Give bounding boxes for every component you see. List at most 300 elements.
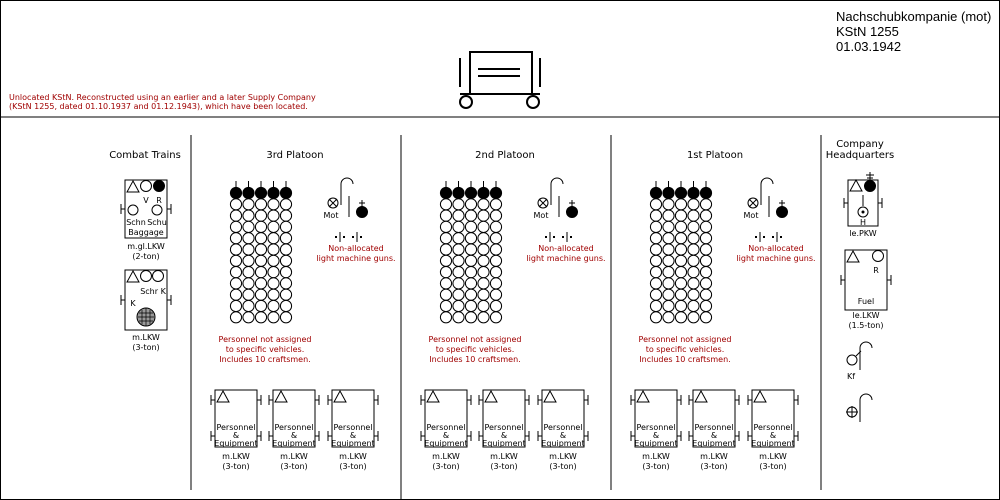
personnel-marker: [255, 244, 266, 255]
personnel-marker: [700, 278, 711, 289]
personnel-marker: [255, 289, 266, 300]
personnel-marker: [490, 278, 501, 289]
platoon-3: [631, 150, 816, 471]
personnel-marker: [663, 199, 674, 210]
lmg-dot: [360, 236, 362, 238]
nco-marker: [650, 187, 661, 198]
truck-caption: (3-ton): [280, 462, 308, 471]
personnel-truck-1: [211, 390, 261, 471]
nco-marker: [675, 187, 686, 198]
nco-marker: [478, 187, 489, 198]
personnel-marker: [453, 289, 464, 300]
personnel-marker: [230, 267, 241, 278]
truck-caption: m.LKW: [700, 452, 728, 461]
personnel-marker: [688, 210, 699, 221]
truck-caption: (3-ton): [490, 462, 518, 471]
personnel-marker: [243, 289, 254, 300]
personnel-marker: [453, 312, 464, 323]
personnel-marker: [663, 267, 674, 278]
personnel-truck-1: [421, 390, 471, 471]
personnel-marker: [268, 267, 279, 278]
truck-label: Personnel: [753, 423, 793, 432]
personnel-marker: [268, 289, 279, 300]
personnel-marker: [255, 267, 266, 278]
nco-marker: [440, 187, 451, 198]
combat-trains-vehicle-2: [121, 270, 171, 330]
personnel-marker: [268, 300, 279, 311]
lmg-dot: [763, 236, 765, 238]
personnel-marker: [230, 244, 241, 255]
personnel-marker: [478, 255, 489, 266]
svg-text:K: K: [130, 299, 136, 308]
platoon-title: 1st Platoon: [686, 150, 744, 161]
personnel-marker: [453, 210, 464, 221]
personnel-marker: [490, 255, 501, 266]
personnel-marker: [675, 221, 686, 232]
nco-marker: [255, 187, 266, 198]
mg-note: Non-allocated: [748, 244, 804, 253]
personnel-marker: [230, 312, 241, 323]
personnel-marker: [465, 244, 476, 255]
nco-marker: [465, 187, 476, 198]
lmg-dot: [352, 236, 354, 238]
personnel-marker: [465, 210, 476, 221]
personnel-marker: [478, 312, 489, 323]
personnel-marker: [688, 255, 699, 266]
nco-marker: [453, 187, 464, 198]
officer-marker: [357, 207, 368, 218]
personnel-marker: [700, 233, 711, 244]
personnel-marker: [490, 312, 501, 323]
personnel-marker: [663, 244, 674, 255]
truck-label: Personnel: [274, 423, 314, 432]
personnel-marker: [478, 221, 489, 232]
personnel-marker: [478, 267, 489, 278]
personnel-marker: [490, 289, 501, 300]
lmg-dot: [562, 236, 564, 238]
personnel-marker: [440, 221, 451, 232]
personnel-marker: [255, 312, 266, 323]
combat-trains-vehicle-1-tonnage: (2-ton): [132, 252, 160, 261]
personnel-note: Includes 10 craftsmen.: [429, 355, 521, 364]
lmg-dot: [772, 236, 774, 238]
officer-marker: [777, 207, 788, 218]
mg-note: Non-allocated: [328, 244, 384, 253]
personnel-note: Personnel not assigned: [638, 335, 732, 344]
combat-trains-vehicle-2-caption: m.LKW: [132, 333, 160, 342]
personnel-marker: [243, 255, 254, 266]
personnel-marker: [440, 267, 451, 278]
personnel-marker: [478, 233, 489, 244]
personnel-marker: [650, 244, 661, 255]
combat-trains-vehicle-2-tonnage: (3-ton): [132, 343, 160, 352]
kstn-date: 01.03.1942: [836, 39, 902, 54]
pennant-staff: [551, 178, 563, 205]
personnel-marker: [650, 221, 661, 232]
personnel-marker: [243, 221, 254, 232]
lmg-dot: [570, 236, 572, 238]
svg-text:V: V: [143, 196, 149, 205]
personnel-marker: [440, 312, 451, 323]
personnel-truck-3: [328, 390, 378, 471]
truck-label: Personnel: [636, 423, 676, 432]
personnel-marker: [675, 233, 686, 244]
platoon-1: [211, 150, 396, 471]
truck-label: Personnel: [543, 423, 583, 432]
kstn-number: KStN 1255: [836, 24, 899, 39]
personnel-marker: [465, 289, 476, 300]
supply-company-symbol: [460, 52, 540, 108]
hq-car-caption: le.PKW: [849, 229, 877, 238]
personnel-marker: [490, 233, 501, 244]
lmg-dot: [343, 236, 345, 238]
personnel-truck-2: [689, 390, 739, 471]
personnel-marker: [280, 300, 291, 311]
personnel-marker: [663, 210, 674, 221]
truck-caption: m.LKW: [549, 452, 577, 461]
personnel-marker: [688, 199, 699, 210]
personnel-marker: [440, 233, 451, 244]
personnel-marker: [243, 267, 254, 278]
personnel-truck-3: [748, 390, 798, 471]
platoons-layer: [211, 150, 816, 471]
personnel-note: Personnel not assigned: [428, 335, 522, 344]
personnel-note: to specific vehicles.: [645, 345, 725, 354]
pennant-staff: [341, 178, 353, 205]
truck-label: Equipment: [424, 439, 468, 448]
personnel-marker: [465, 221, 476, 232]
personnel-marker: [465, 267, 476, 278]
truck-label: Equipment: [541, 439, 585, 448]
personnel-marker: [255, 233, 266, 244]
personnel-truck-2: [479, 390, 529, 471]
pennant-staff: [761, 178, 773, 205]
combat-trains-vehicle-1-caption: m.gl.LKW: [127, 242, 165, 251]
personnel-marker: [230, 199, 241, 210]
personnel-marker: [478, 289, 489, 300]
lmg-symbols: [755, 232, 782, 242]
svg-text:R: R: [873, 266, 879, 275]
truck-caption: (3-ton): [222, 462, 250, 471]
personnel-marker: [663, 221, 674, 232]
personnel-marker: [243, 278, 254, 289]
lmg-symbols: [335, 232, 362, 242]
truck-caption: (3-ton): [759, 462, 787, 471]
svg-text:Kf: Kf: [846, 372, 856, 381]
truck-label: &: [652, 431, 660, 440]
truck-caption: m.LKW: [280, 452, 308, 461]
lmg-dot: [780, 236, 782, 238]
personnel-truck-3: [538, 390, 588, 471]
personnel-marker: [688, 300, 699, 311]
personnel-marker: [243, 233, 254, 244]
personnel-marker: [268, 244, 279, 255]
truck-label: &: [232, 431, 240, 440]
truck-label: Equipment: [214, 439, 258, 448]
personnel-marker: [478, 244, 489, 255]
truck-label: Personnel: [216, 423, 256, 432]
personnel-marker: [280, 233, 291, 244]
nco-marker: [230, 187, 241, 198]
personnel-marker: [243, 300, 254, 311]
personnel-marker: [650, 300, 661, 311]
personnel-marker: [453, 255, 464, 266]
personnel-marker: [230, 289, 241, 300]
personnel-note: Includes 10 craftsmen.: [639, 355, 731, 364]
personnel-marker: [453, 199, 464, 210]
personnel-marker: [268, 233, 279, 244]
personnel-marker: [478, 300, 489, 311]
personnel-marker: [280, 255, 291, 266]
svg-text:R: R: [156, 196, 162, 205]
personnel-marker: [700, 221, 711, 232]
truck-label: &: [559, 431, 567, 440]
nco-marker: [268, 187, 279, 198]
truck-label: Equipment: [331, 439, 375, 448]
personnel-marker: [700, 289, 711, 300]
personnel-marker: [675, 244, 686, 255]
lmg-symbols: [545, 232, 572, 242]
personnel-marker: [453, 278, 464, 289]
personnel-marker: [280, 199, 291, 210]
personnel-marker: [700, 255, 711, 266]
hq-motorcycle-messenger-symbol: [847, 342, 872, 381]
officer-marker: [567, 207, 578, 218]
personnel-note: Includes 10 craftsmen.: [219, 355, 311, 364]
mg-note: light machine guns.: [526, 254, 606, 263]
personnel-marker: [268, 221, 279, 232]
personnel-marker: [230, 233, 241, 244]
personnel-marker: [243, 312, 254, 323]
personnel-note: to specific vehicles.: [225, 345, 305, 354]
personnel-marker: [440, 244, 451, 255]
nco-marker: [700, 187, 711, 198]
personnel-marker: [490, 244, 501, 255]
personnel-marker: [255, 221, 266, 232]
personnel-marker: [688, 233, 699, 244]
personnel-marker: [700, 300, 711, 311]
personnel-marker: [675, 199, 686, 210]
truck-caption: (3-ton): [700, 462, 728, 471]
hq-title-line-2: Headquarters: [825, 150, 895, 161]
personnel-marker: [490, 199, 501, 210]
mg-note: Non-allocated: [538, 244, 594, 253]
personnel-marker: [688, 289, 699, 300]
personnel-marker: [478, 199, 489, 210]
mot-label: Mot: [743, 211, 759, 220]
personnel-marker: [255, 300, 266, 311]
personnel-marker: [663, 233, 674, 244]
personnel-marker: [268, 255, 279, 266]
personnel-marker: [465, 255, 476, 266]
hq-fuel-truck-caption: le.LKW: [852, 311, 880, 320]
platoon-title: 3rd Platoon: [266, 150, 324, 161]
truck-caption: m.LKW: [432, 452, 460, 461]
personnel-marker: [255, 210, 266, 221]
mg-note: light machine guns.: [316, 254, 396, 263]
personnel-marker: [700, 244, 711, 255]
personnel-marker: [675, 289, 686, 300]
truck-caption: m.LKW: [490, 452, 518, 461]
truck-caption: (3-ton): [642, 462, 670, 471]
personnel-marker: [268, 312, 279, 323]
personnel-marker: [440, 255, 451, 266]
personnel-marker: [268, 210, 279, 221]
truck-caption: m.LKW: [222, 452, 250, 461]
truck-caption: m.LKW: [642, 452, 670, 461]
nco-marker: [688, 187, 699, 198]
personnel-marker: [280, 278, 291, 289]
personnel-truck-2: [269, 390, 319, 471]
nco-marker: [280, 187, 291, 198]
personnel-marker: [243, 210, 254, 221]
personnel-marker: [230, 278, 241, 289]
personnel-marker: [663, 278, 674, 289]
personnel-marker: [700, 267, 711, 278]
personnel-marker: [255, 278, 266, 289]
hq-fuel-truck: [841, 250, 891, 310]
combat-trains-vehicle-1: [121, 180, 171, 238]
nco-marker: [663, 187, 674, 198]
truck-label: &: [290, 431, 298, 440]
personnel-marker: [688, 278, 699, 289]
personnel-marker: [675, 267, 686, 278]
personnel-marker: [465, 233, 476, 244]
personnel-grid: [650, 181, 711, 323]
personnel-marker: [650, 267, 661, 278]
personnel-truck-1: [631, 390, 681, 471]
unit-name: Nachschubkompanie (mot): [836, 9, 992, 24]
personnel-marker: [280, 289, 291, 300]
personnel-marker: [700, 199, 711, 210]
mot-label: Mot: [533, 211, 549, 220]
personnel-marker: [440, 300, 451, 311]
truck-label: &: [500, 431, 508, 440]
personnel-marker: [453, 221, 464, 232]
personnel-marker: [255, 255, 266, 266]
lmg-dot: [755, 236, 757, 238]
truck-label: &: [349, 431, 357, 440]
personnel-marker: [465, 300, 476, 311]
personnel-marker: [663, 289, 674, 300]
personnel-marker: [280, 244, 291, 255]
personnel-marker: [490, 210, 501, 221]
truck-label: Personnel: [333, 423, 373, 432]
truck-label: Personnel: [694, 423, 734, 432]
truck-label: &: [442, 431, 450, 440]
personnel-marker: [465, 278, 476, 289]
personnel-marker: [688, 244, 699, 255]
hq-car: [844, 172, 882, 227]
personnel-marker: [280, 312, 291, 323]
truck-caption: (3-ton): [549, 462, 577, 471]
personnel-marker: [230, 221, 241, 232]
platoon-2: [421, 150, 606, 471]
svg-text:Schr K: Schr K: [140, 287, 166, 296]
personnel-marker: [453, 233, 464, 244]
personnel-marker: [650, 289, 661, 300]
personnel-marker: [675, 312, 686, 323]
personnel-grid: [230, 181, 291, 323]
personnel-marker: [650, 210, 661, 221]
personnel-marker: [663, 312, 674, 323]
personnel-marker: [478, 210, 489, 221]
combat-trains-title: Combat Trains: [109, 150, 181, 161]
svg-text:Schn: Schn: [126, 218, 146, 227]
personnel-marker: [440, 289, 451, 300]
personnel-marker: [280, 221, 291, 232]
truck-caption: m.LKW: [339, 452, 367, 461]
svg-text:Baggage: Baggage: [128, 228, 164, 237]
lmg-dot: [335, 236, 337, 238]
svg-text:Fuel: Fuel: [857, 297, 875, 306]
truck-label: Equipment: [272, 439, 316, 448]
personnel-marker: [490, 300, 501, 311]
personnel-marker: [453, 244, 464, 255]
personnel-marker: [650, 255, 661, 266]
personnel-marker: [700, 210, 711, 221]
truck-label: Equipment: [692, 439, 736, 448]
personnel-marker: [688, 312, 699, 323]
personnel-marker: [650, 233, 661, 244]
reconstruction-note-line-2: (KStN 1255, dated 01.10.1937 and 01.12.1943), which have been located.: [9, 102, 308, 111]
reconstruction-note-line-1: Unlocated KStN. Reconstructed using an earlier and a later Supply Company: [9, 93, 316, 102]
personnel-marker: [700, 312, 711, 323]
truck-label: Personnel: [426, 423, 466, 432]
personnel-marker: [675, 255, 686, 266]
personnel-marker: [243, 244, 254, 255]
svg-text:H: H: [859, 218, 867, 227]
personnel-marker: [440, 199, 451, 210]
nco-marker: [243, 187, 254, 198]
truck-label: Equipment: [751, 439, 795, 448]
personnel-marker: [453, 300, 464, 311]
personnel-marker: [440, 278, 451, 289]
truck-label: Equipment: [634, 439, 678, 448]
truck-caption: m.LKW: [759, 452, 787, 461]
personnel-marker: [268, 278, 279, 289]
truck-label: Personnel: [484, 423, 524, 432]
personnel-marker: [268, 199, 279, 210]
personnel-marker: [675, 278, 686, 289]
personnel-marker: [243, 199, 254, 210]
truck-label: &: [769, 431, 777, 440]
personnel-marker: [675, 300, 686, 311]
hq-bicycle-symbol: [846, 394, 872, 422]
personnel-note: to specific vehicles.: [435, 345, 515, 354]
personnel-marker: [230, 255, 241, 266]
personnel-marker: [688, 221, 699, 232]
truck-label: &: [710, 431, 718, 440]
mg-note: light machine guns.: [736, 254, 816, 263]
truck-label: Equipment: [482, 439, 526, 448]
personnel-marker: [490, 267, 501, 278]
platoon-title: 2nd Platoon: [475, 150, 535, 161]
personnel-marker: [255, 199, 266, 210]
personnel-marker: [650, 199, 661, 210]
personnel-marker: [453, 267, 464, 278]
personnel-marker: [663, 255, 674, 266]
personnel-marker: [465, 312, 476, 323]
personnel-marker: [663, 300, 674, 311]
hq-fuel-truck-tonnage: (1.5-ton): [848, 321, 884, 330]
mot-label: Mot: [323, 211, 339, 220]
personnel-note: Personnel not assigned: [218, 335, 312, 344]
personnel-marker: [230, 300, 241, 311]
personnel-marker: [465, 199, 476, 210]
personnel-marker: [280, 267, 291, 278]
lmg-dot: [553, 236, 555, 238]
